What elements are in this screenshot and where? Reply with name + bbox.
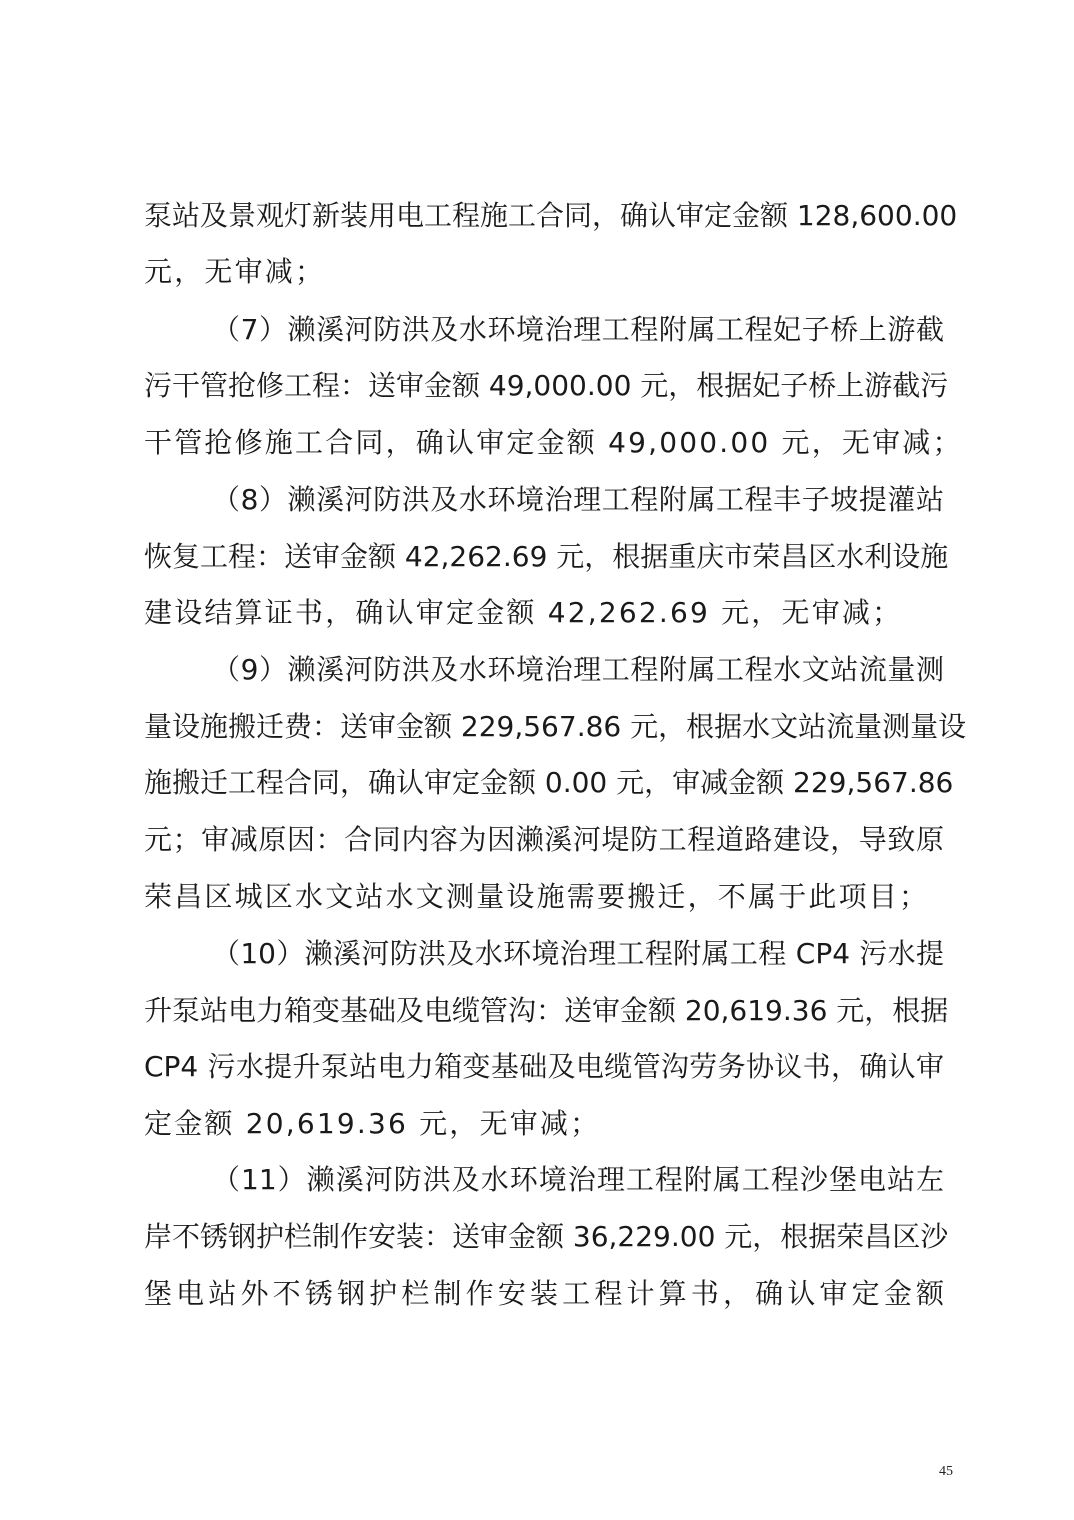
paragraph-11-first-line: （11）濑溪河防洪及水环境治理工程附属工程沙堡电站左 xyxy=(212,1163,944,1196)
text-line: 干管抢修施工合同，确认审定金额 49,000.00 元，无审减； xyxy=(144,426,963,459)
text-line: 定金额 20,619.36 元，无审减； xyxy=(144,1107,601,1140)
text-line: 泵站及景观灯新装用电工程施工合同，确认审定金额 128,600.00 xyxy=(144,199,958,232)
text-line: 建设结算证书，确认审定金额 42,262.69 元，无审减； xyxy=(144,596,903,629)
paragraph-9-first-line: （9）濑溪河防洪及水环境治理工程附属工程水文站流量测 xyxy=(212,653,944,686)
paragraph-10-first-line: （10）濑溪河防洪及水环境治理工程附属工程 CP4 污水提 xyxy=(212,937,944,970)
page-number: 45 xyxy=(939,1464,953,1479)
paragraph-8-first-line: （8）濑溪河防洪及水环境治理工程附属工程丰子坡提灌站 xyxy=(212,483,944,516)
text-line: 元；审减原因：合同内容为因濑溪河堤防工程道路建设，导致原 xyxy=(144,823,944,856)
text-line: 污干管抢修工程：送审金额 49,000.00 元，根据妃子桥上游截污 xyxy=(144,369,949,402)
text-line: 恢复工程：送审金额 42,262.69 元，根据重庆市荣昌区水利设施 xyxy=(144,540,949,573)
text-line: 施搬迁工程合同，确认审定金额 0.00 元，审减金额 229,567.86 xyxy=(144,766,954,799)
text-line: 堡电站外不锈钢护栏制作安装工程计算书，确认审定金额 xyxy=(144,1277,944,1310)
text-line: 元，无审减； xyxy=(144,255,326,288)
text-line: 升泵站电力箱变基础及电缆管沟：送审金额 20,619.36 元，根据 xyxy=(144,994,949,1027)
text-line: 岸不锈钢护栏制作安装：送审金额 36,229.00 元，根据荣昌区沙 xyxy=(144,1220,949,1253)
text-line: 量设施搬迁费：送审金额 229,567.86 元，根据水文站流量测量设 xyxy=(144,710,967,743)
paragraph-7-first-line: （7）濑溪河防洪及水环境治理工程附属工程妃子桥上游截 xyxy=(212,313,944,346)
text-line: CP4 污水提升泵站电力箱变基础及电缆管沟劳务协议书，确认审 xyxy=(144,1050,944,1083)
text-line: 荣昌区城区水文站水文测量设施需要搬迁，不属于此项目； xyxy=(144,880,930,913)
